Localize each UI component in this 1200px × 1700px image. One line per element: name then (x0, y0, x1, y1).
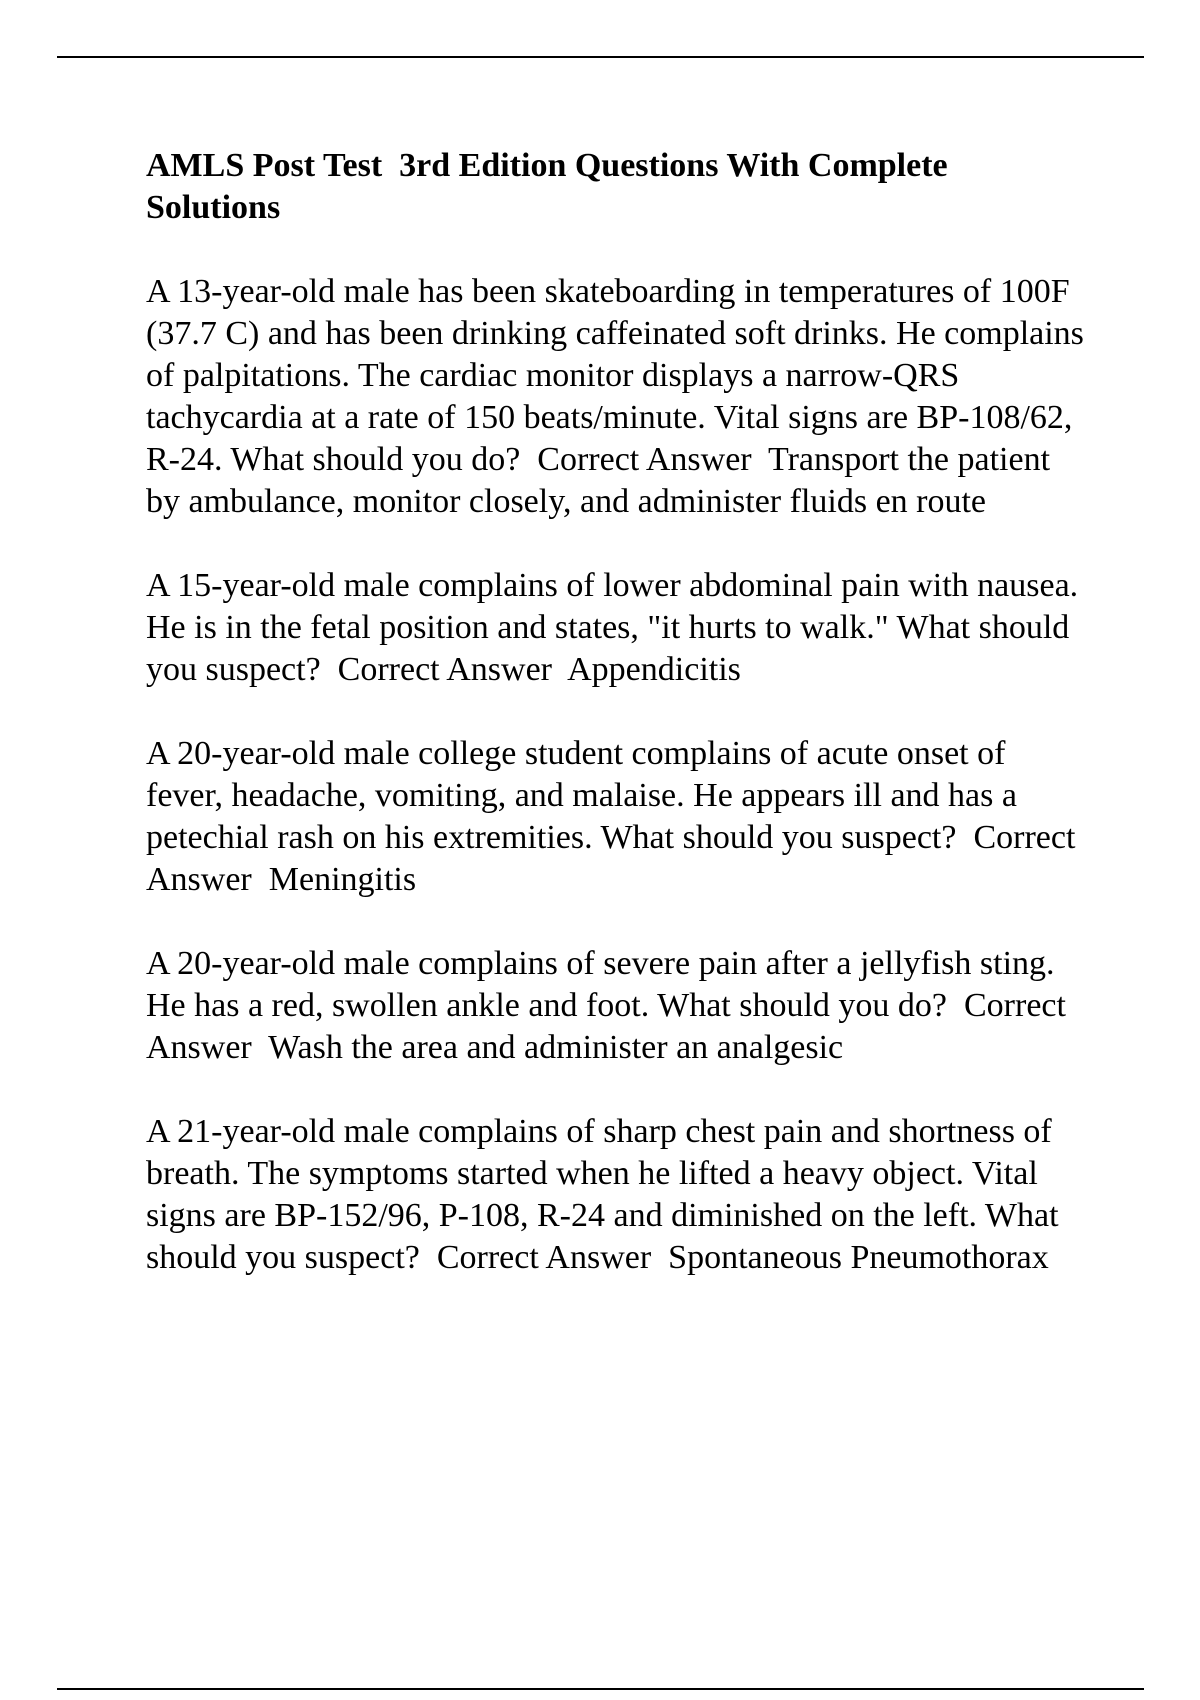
document-body (146, 145, 1093, 1321)
question-item: A 21-year-old male complains of sharp chest pain and shortness of breath. The symptoms started when he lifted a heavy object. Vital signs are BP-152/96, P-108, R-24 and diminished on the left. What should you suspect? Correct Answer Spontaneous Pneumothorax (146, 1113, 1068, 1276)
top-divider (57, 56, 1144, 58)
question-item: A 13-year-old male has been skateboarding in temperatures of 100F (37.7 C) and has been drinking caffeinated soft drinks. He complains of palpitations. The cardiac monitor displays a narrow-QRS tachycardia at a rate of 150 beats/minute. Vital signs are BP-108/62, R-24. What should you do? Correct Answer Transport the patient by ambulance, monitor closely, and administer fluids en route (146, 273, 1093, 520)
question-item: A 15-year-old male complains of lower abdominal pain with nausea. He is in the fetal position and states, "it hurts to walk." What should you suspect? Correct Answer Appendicitis (146, 567, 1087, 688)
question-item: A 20-year-old male complains of severe pain after a jellyfish sting. He has a red, swollen ankle and foot. What should you do? Correct Answer Wash the area and administer an analgesic (146, 945, 1073, 1066)
document-title: AMLS Post Test 3rd Edition Questions With Complete Solutions (146, 147, 957, 226)
question-item: A 20-year-old male college student complains of acute onset of fever, headache, vomiting, and malaise. He appears ill and has a petechial rash on his extremities. What should you suspect? Correct Answer Meningitis (146, 735, 1083, 898)
bottom-divider (57, 1688, 1144, 1690)
